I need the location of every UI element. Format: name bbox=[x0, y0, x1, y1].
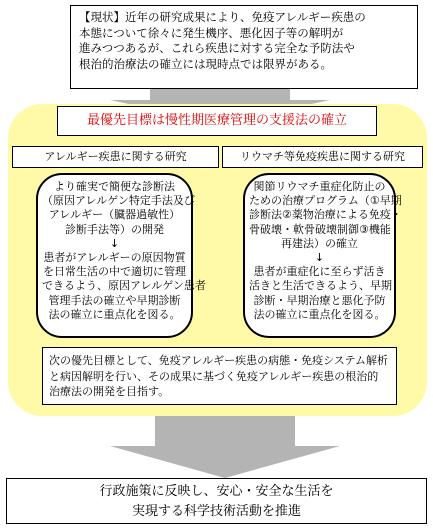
allergy-research-heading: アレルギー疾患に関する研究 bbox=[12, 146, 219, 168]
current-status-box bbox=[70, 5, 418, 89]
allergy-line: を日常生活の中で適切に管理 bbox=[43, 265, 186, 279]
allergy-line: 患者がアレルギーの原因物質 bbox=[43, 251, 186, 265]
rheuma-line: 診断・早期治療と悪化予防 bbox=[253, 293, 386, 307]
rheuma-line: 患者が重症化に至らず活き bbox=[253, 265, 386, 279]
current-line: 本態について徐々に発生機序、悪化因子等の解明が bbox=[79, 25, 344, 40]
final-line: 実現する科学技術活動を推進 bbox=[131, 504, 301, 519]
rheuma-line: ための治療プログラム（①早期 bbox=[249, 194, 402, 208]
bottom-down-arrow bbox=[110, 410, 340, 478]
rheuma-line: 再建法）の確立 bbox=[281, 236, 358, 250]
rheuma-line: 法の確立に重点化を図る。 bbox=[253, 307, 386, 321]
down-arrow-glyph: ↓ bbox=[314, 251, 325, 265]
rheumatism-research-heading: リウマチ等免疫疾患に関する研究 bbox=[222, 146, 423, 168]
rheuma-line: 診断法②薬物治療による免疫・ bbox=[249, 208, 402, 222]
allergy-line: 法の確立に重点化を図る。 bbox=[48, 307, 181, 321]
top-priority-goal: 最優先目標は慢性期医療管理の支援法の確立 bbox=[57, 106, 377, 136]
current-line: 進みつつあるが、これら疾患に対する完全な予防法や bbox=[79, 41, 355, 55]
policy-outcome-box bbox=[6, 478, 427, 524]
next-line: 治療法の開発を目指す。 bbox=[49, 385, 170, 398]
current-tag: 【現状】 bbox=[79, 10, 125, 24]
allergy-line: アレルギー（臓器過敏性） bbox=[48, 208, 181, 222]
next-line: 次の優先目標として、免疫アレルギー疾患の病態・免疫システム解析 bbox=[49, 354, 388, 367]
rheuma-line: 関節リウマチ重症化防止の bbox=[253, 180, 386, 193]
final-line: 行政施策に反映し、安心・安全な生活を bbox=[99, 484, 334, 499]
current-line: 近年の研究成果により、免疫アレルギー疾患の bbox=[125, 10, 366, 24]
next-line: と病因解明を行い、その成果に基づく免疫アレルギー疾患の根治的 bbox=[49, 369, 379, 383]
rheumatism-research-detail bbox=[243, 173, 402, 338]
rheuma-line: 活きと生活できるよう、早期 bbox=[249, 279, 392, 293]
allergy-line: できるよう、原因アレルゲン患者 bbox=[42, 279, 206, 293]
allergy-research-detail bbox=[36, 173, 206, 338]
allergy-line: 管理手法の確立や早期診断 bbox=[48, 293, 181, 307]
allergy-line: （原因アレルゲン特定手法及び bbox=[42, 194, 195, 208]
allergy-line: 診断手法等）の開発 bbox=[65, 222, 164, 236]
current-line: 根治的治療法の確立には現時点では限界がある。 bbox=[79, 56, 332, 71]
down-arrow-glyph: ↓ bbox=[109, 236, 120, 250]
next-priority-box bbox=[42, 347, 397, 405]
rheuma-line: 骨破壊・軟骨破壊制御③機能 bbox=[249, 222, 391, 236]
allergy-line: より確実で簡便な診断法 bbox=[54, 180, 175, 193]
